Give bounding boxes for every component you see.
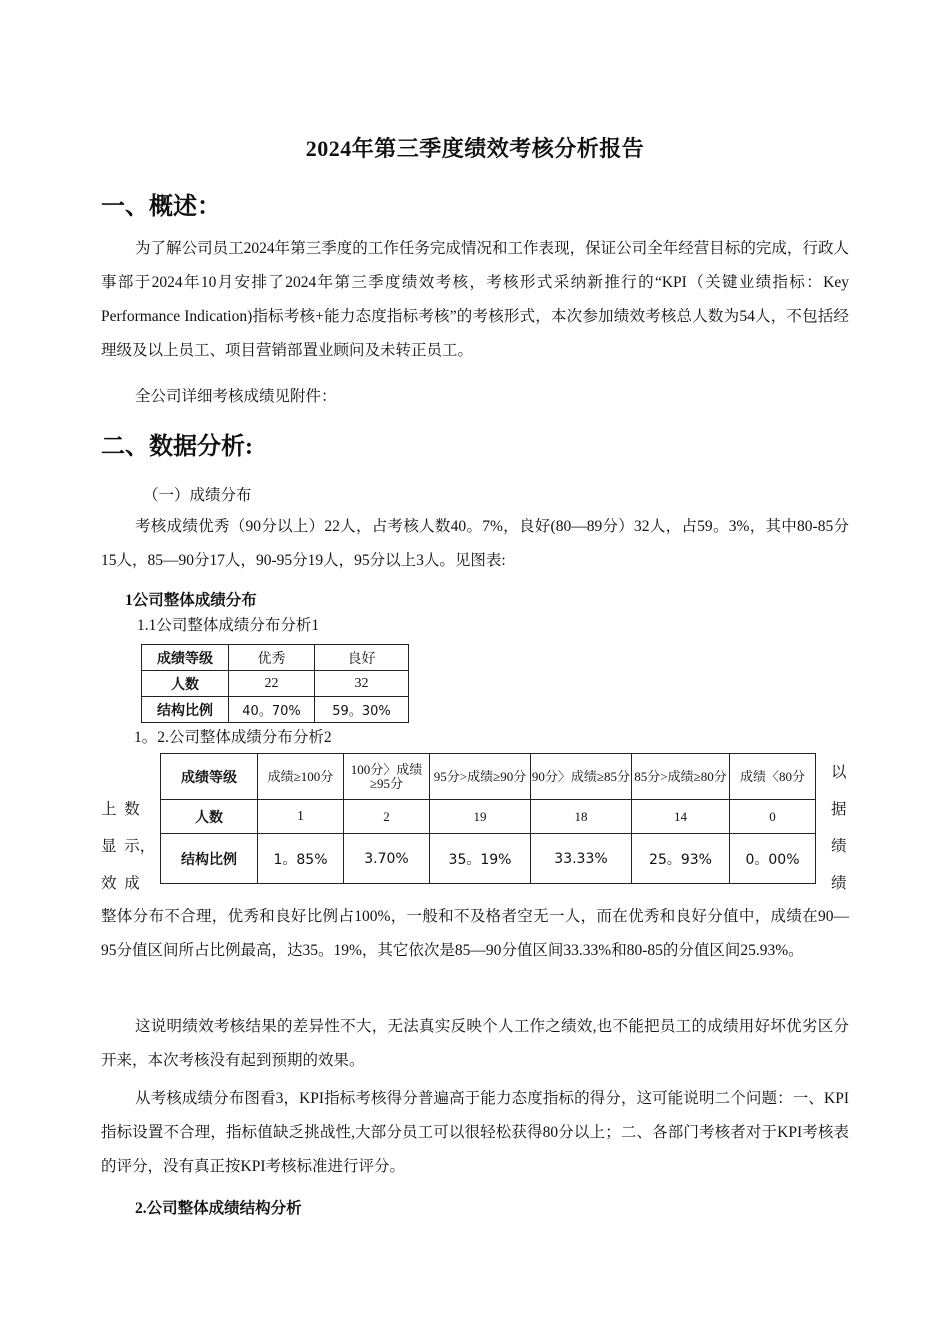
table1-ratio-good: 59。30% [315, 697, 409, 723]
wrap-text-right-1: 据 [831, 801, 847, 818]
wrap-text-left-2: 显 示， [101, 838, 156, 855]
table1-ratio-label: 结构比例 [142, 697, 229, 723]
table1-header-grade: 成绩等级 [142, 645, 229, 671]
chart-title-1-1: 1.1公司整体成绩分布分析1 [137, 617, 320, 634]
table2-header-grade: 成绩等级 [161, 754, 258, 800]
page-title: 2024年第三季度绩效考核分析报告 [305, 136, 645, 161]
table1-count-excellent: 22 [229, 671, 315, 697]
subsection-score-distribution: （一）成绩分布 [143, 487, 252, 504]
table2-ratio-90-95: 35。19% [430, 834, 531, 884]
table2-count-85-90: 18 [531, 800, 632, 834]
wrap-text-right-3: 绩 [831, 875, 847, 892]
grade-table-1 [141, 644, 409, 723]
table2-ratio-80-85: 25。93% [632, 834, 730, 884]
table2-header-95-100: 100分〉成绩≥95分 [344, 754, 430, 800]
overview-paragraph: 为了解公司员工2024年第三季度的工作任务完成情况和工作表现，保证公司全年经营目标的完成，行政人事部于2024年10月安排了2024年第三季度绩效考核，考核形式采纳新推行的“KPI（关键业绩指标：Key Performance Indication)指标考核+能力态度指标考核”的考核形式，本次参加绩效考核总人数为54人，不包括经理级及以上员工、项目营销部置业顾问及未转正员工。 [101, 240, 849, 359]
attachment-note: 全公司详细考核成绩见附件： [135, 388, 337, 405]
table2-count-100plus: 1 [258, 800, 344, 834]
subsection-structure-analysis: 2.公司整体成绩结构分析 [135, 1200, 302, 1217]
wrap-text-left-3: 效 成 [101, 875, 140, 892]
table2-header-90-95: 95分>成绩≥90分 [430, 754, 531, 800]
table2-ratio-100plus: 1。85% [258, 834, 344, 884]
distribution-analysis-paragraph: 整体分布不合理，优秀和良好比例占100%，一般和不及格者空无一人，而在优秀和良好分值中，成绩在90—95分值区间所占比例最高，达35。19%，其它依次是85—90分值区间33.33%和80-85的分值区间25.93%。 [101, 908, 849, 959]
table1-header-good: 良好 [315, 645, 409, 671]
table2-count-label: 人数 [161, 800, 258, 834]
wrap-text-right-2: 绩 [831, 838, 847, 855]
section-heading-overview: 一、概述： [101, 194, 221, 220]
table2-header-85-90: 90分〉成绩≥85分 [531, 754, 632, 800]
table2-count-below80: 0 [730, 800, 816, 834]
wrap-text-right-0: 以 [831, 764, 847, 781]
section-heading-analysis: 二、数据分析: [101, 434, 253, 460]
table2-count-80-85: 14 [632, 800, 730, 834]
table2-ratio-85-90: 33.33% [531, 834, 632, 884]
table2-ratio-95-100: 3.70% [344, 834, 430, 884]
wrap-text-left-1: 上 数 [101, 801, 140, 818]
kpi-paragraph: 从考核成绩分布图看3，KPI指标考核得分普遍高于能力态度指标的得分，这可能说明二个问题：一、KPI指标设置不合理，指标值缺乏挑战性,大部分员工可以很轻松获得80分以上；二、各部门考核者对于KPI考核表的评分，没有真正按KPI考核标准进行评分。 [101, 1090, 849, 1175]
difference-paragraph: 这说明绩效考核结果的差异性不大，无法真实反映个人工作之绩效,也不能把员工的成绩用好坏优劣区分开来，本次考核没有起到预期的效果。 [101, 1018, 849, 1069]
chart-title-1-2: 1。2.公司整体成绩分布分析2 [134, 729, 332, 746]
table2-header-below80: 成绩〈80分 [730, 754, 816, 800]
table2-count-95-100: 2 [344, 800, 430, 834]
table2-header-100plus: 成绩≥100分 [258, 754, 344, 800]
score-summary-paragraph: 考核成绩优秀（90分以上）22人，占考核人数40。7%，良好(80—89分）32人，占59。3%，其中80-85分15人，85—90分17人，90-95分19人，95分以上3人。见图表: [101, 518, 849, 569]
grade-table-2 [160, 753, 816, 884]
table2-count-90-95: 19 [430, 800, 531, 834]
chart-title-1: 1公司整体成绩分布 [125, 592, 257, 609]
table1-count-good: 32 [315, 671, 409, 697]
table1-count-label: 人数 [142, 671, 229, 697]
table2-ratio-label: 结构比例 [161, 834, 258, 884]
table2-header-80-85: 85分>成绩≥80分 [632, 754, 730, 800]
table2-ratio-below80: 0。00% [730, 834, 816, 884]
table1-header-excellent: 优秀 [229, 645, 315, 671]
table1-ratio-excellent: 40。70% [229, 697, 315, 723]
